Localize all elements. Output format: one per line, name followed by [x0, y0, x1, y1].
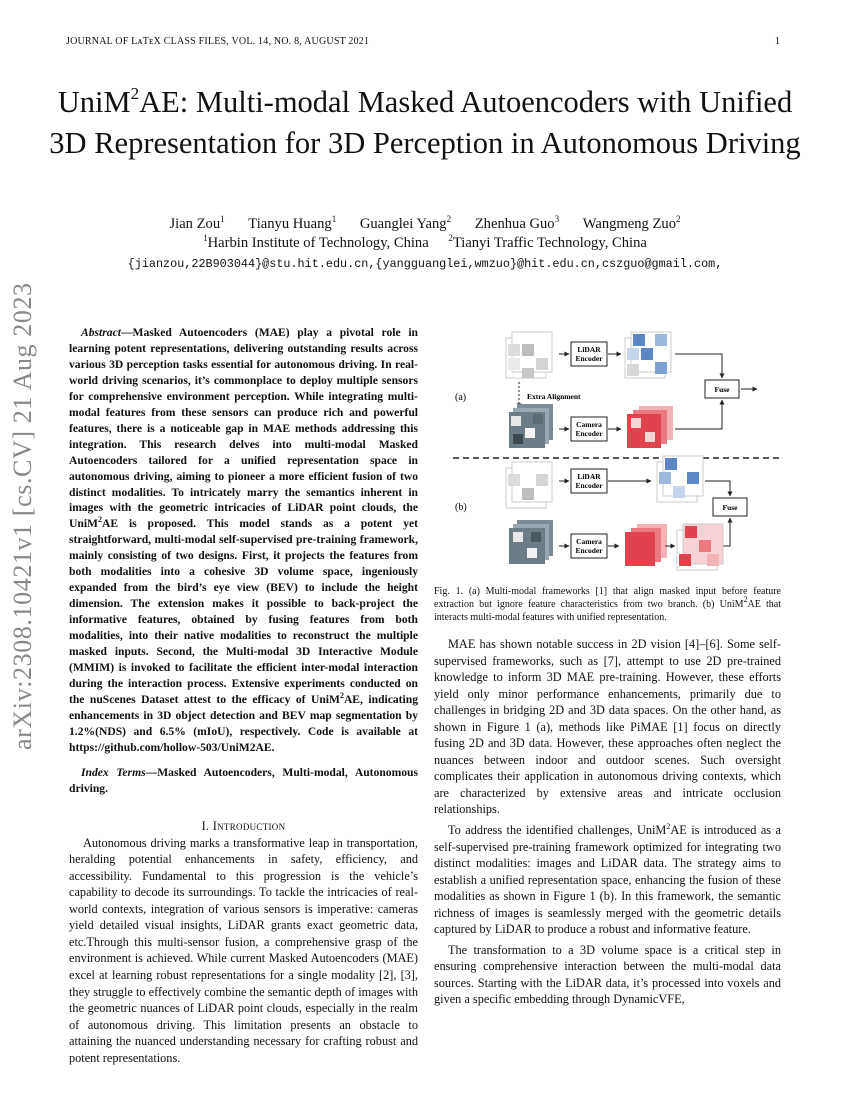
figure-label-a: (a)	[455, 392, 467, 403]
abstract: Abstract—Masked Autoencoders (MAE) play a pivotal role in learning potent representations, delivering outstanding results across various 3D perception tasks essential for autonomous driving. In real-world driving scenarios, it’s commonplace to deploy multiple sensors for comprehensive environment perception. While integrating multi-modal features from these sensors can produce rich and powerful features, there is a noticeable gap in MAE methods addressing this integration. This research delves into multi-modal Masked Autoencoders tailored for a unified representation space in autonomous driving, aiming to pioneer a more efficient fusion of two distinct modalities. To intricately marry the semantics inherent in images with the geometric intricacies of LiDAR point clouds, the UniM$^2$AE is proposed. This model stands as a potent yet straightforward, multi-modal self-supervised pre-training framework, mainly consisting of two designs. First, it projects the features from both modalities into a cohesive 3D volume space, ingeniously expanded from the bird’s eye view (BEV) to include the height dimension. The extension makes it possible to back-project the informative features, obtained by fusing features from both modalities, into their native modalities to reconstruct the multiple masked inputs. Second, the Multi-modal 3D Interactive Module (MMIM) is invoked to facilitate the efficient inter-modal interaction during the interaction process. Extensive experiments conducted on the nuScenes Dataset attest to the efficacy of UniM$^2$AE, indicating enhancements in 3D object detection and BEV map segmentation by 1.2%(NDS) and 6.5% (mIoU), respectively. Code is available at https://github.com/hollow-503/UniM2AE.	[69, 326, 419, 754]
fuse-label-b: Fuse	[722, 503, 738, 512]
lidar-input-voxels-b	[506, 462, 552, 508]
section-heading-introduction: I. Introduction	[201, 818, 286, 833]
body-paragraph: MAE has shown notable success in 2D vision [4]–[6]. Some self-supervised frameworks, such as [7], attempt to use 2D pre-trained knowledge to inform 3D MAE pre-training. However, these efforts yield only minor performance enhancements, primarily due to challenges in bridging 2D and 3D data spaces. On the other hand, as shown in Figure 1 (a), methods like PiMAE [1] focus on directly fusing 2D and 3D data. However, these approaches often neglect the nuances between indoor and outdoor scenes. Such oversight complicates their application in autonomous driving contexts, which are characterized by extensive areas and intricate occlusion relationships.	[434, 637, 781, 817]
author-emails: {jianzou,22B903044}@stu.hit.edu.cn,{yangguanglei,wmzuo}@hit.edu.cn,cszguo@gmail.com,	[127, 257, 723, 271]
running-header: JOURNAL OF LᴀTᴇX CLASS FILES, VOL. 14, NO. 8, AUGUST 2021	[66, 36, 370, 47]
camera-feature-maps-a	[627, 406, 673, 448]
affiliation: $^2$Tianyi Traffic Technology, China	[448, 233, 647, 251]
lidar-input-voxels-a	[506, 332, 552, 378]
right-column	[434, 636, 781, 1008]
extra-alignment-label: Extra Alignment	[527, 392, 581, 401]
camera-feature-voxels-b	[677, 524, 723, 570]
body-paragraph: The transformation to a 3D volume space is a critical step in ensuring comprehensive interaction between the multi-modal data sources. Starting with the LiDAR data, it’s processed into voxels and given a specific embedding through DynamicVFE,	[434, 942, 781, 1007]
camera-feature-maps-b	[625, 524, 667, 566]
lidar-feature-voxels-b	[657, 456, 703, 502]
affiliation-list	[40, 233, 810, 253]
author: Wangmeng Zuo$^2$	[582, 214, 681, 232]
lidar-encoder-label-a: LiDAR Encoder	[575, 345, 603, 363]
author: Zhenhua Guo$^3$	[474, 214, 560, 232]
fuse-label-a: Fuse	[714, 385, 730, 394]
intro-paragraph: Autonomous driving marks a transformative leap in transportation, heralding potential enhancements in safety, efficiency, and accessibility. Fundamental to this progression is the vehicle’s capability to decode its surroundings. To tackle the intricacies of real-world contexts, integration of various sensors is imperative: cameras yield detailed visual insights, LiDAR grants exact geometric data, etc.Through this multi-sensor fusion, a comprehensive grasp of the environment is achieved. While current Masked Autoencoders (MAE) excel at learning robust representations for a single modality [2], [3], they struggle to effectively combine the semantic depth of images with the geometric nuances of LiDAR point clouds, especially in the realm of autonomous driving. This limitation presents an obstacle to attaining the nuanced understanding necessary for crafting robust and potent representations.	[69, 835, 418, 1065]
camera-input-images-b	[509, 520, 553, 564]
affiliation: $^1$Harbin Institute of Technology, China	[203, 233, 429, 251]
author-list	[40, 214, 810, 234]
author: Jian Zou$^1$	[169, 214, 225, 232]
figure-label-b: (b)	[455, 502, 467, 513]
figure-caption: Fig. 1. (a) Multi-modal frameworks [1] that align masked input before feature extraction but ignore feature characteristics from two branch. (b) UniM$^2$AE that interacts multi-modal features with unified representation.	[434, 586, 781, 623]
figure-1	[451, 324, 781, 584]
page-number: 1	[775, 36, 780, 47]
camera-encoder-label-b: Camera Encoder	[575, 537, 603, 555]
lidar-feature-voxels-a	[625, 332, 671, 378]
body-paragraph: To address the identified challenges, UniM$^2$AE is introduced as a self-supervised pre-training framework optimized for integrating two distinct modalities: images and LiDAR data. The strategy aims to establish a unified representation space, enhancing the fusion of these modalities as shown in Figure 1 (b). In this framework, the semantic richness of images is seamlessly merged with the geometric details captured by LiDAR to produce a robust and informative feature.	[434, 822, 781, 937]
author: Tianyu Huang$^1$	[248, 214, 337, 232]
arxiv-stamp: arXiv:2308.10421v1 [cs.CV] 21 Aug 2023	[8, 282, 37, 750]
author: Guanglei Yang$^2$	[359, 214, 452, 232]
camera-encoder-label-a: Camera Encoder	[575, 420, 603, 438]
left-column	[69, 325, 418, 1066]
index-terms: Index Terms—Masked Autoencoders, Multi-modal, Autonomous driving.	[69, 765, 418, 795]
camera-input-images-a	[509, 404, 553, 448]
lidar-encoder-label-b: LiDAR Encoder	[575, 472, 603, 490]
paper-title: UniM$^2$AE: Multi-modal Masked Autoencoders with Unified 3D Representation for 3D Perception in Autonomous Driving	[49, 84, 801, 160]
